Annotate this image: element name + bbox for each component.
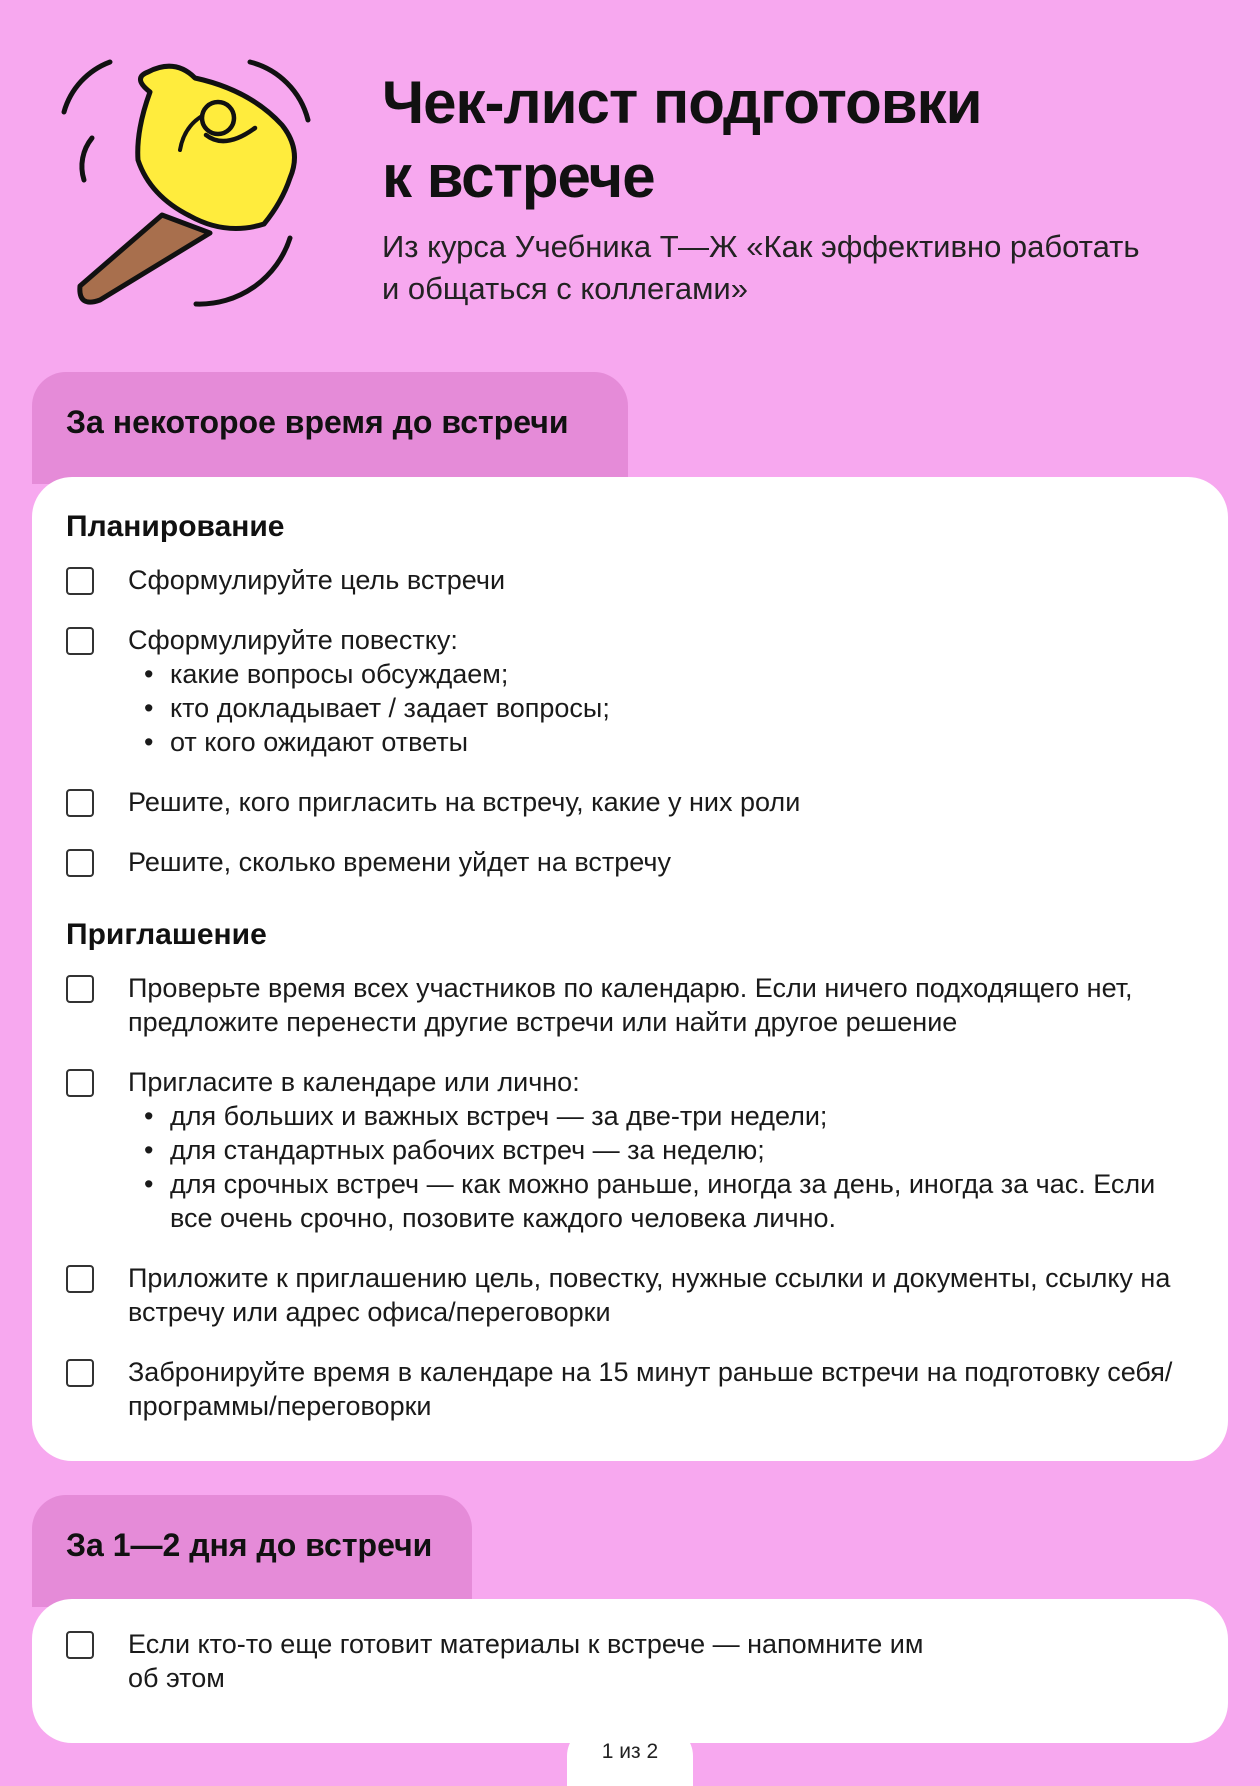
empty-checkbox-icon[interactable]	[66, 789, 94, 817]
checklist-item-text: Приложите к приглашению цель, повестку, нужные ссылки и документы, ссылку на встречу или адрес офиса/переговорки	[128, 1263, 1171, 1327]
bullet-item: • для стандартных рабочих встреч — за неделю;	[144, 1133, 1194, 1167]
checklist-item	[66, 845, 1194, 879]
page-subtitle	[382, 226, 1222, 310]
checklist-item-text: Решите, сколько времени уйдет на встречу	[128, 847, 671, 877]
checklist-item-text: Проверьте время всех участников по календарю. Если ничего подходящего нет, предложите перенести другие встречи или найти другое решение	[128, 973, 1133, 1037]
section-tab-before-meeting: За некоторое время до встречи	[32, 372, 628, 484]
checklist-item-text: Решите, кого пригласить на встречу, какие у них роли	[128, 787, 801, 817]
checklist-item	[66, 1355, 1194, 1423]
subtitle-line-1: Из курса Учебника Т—Ж «Как эффективно работать	[382, 229, 1140, 264]
checklist-item	[66, 1261, 1194, 1329]
checklist-item-text: Если кто-то еще готовит материалы к встрече — напомните им об этом	[128, 1629, 924, 1693]
bullet-list	[128, 1099, 1194, 1235]
checklist-item	[66, 563, 1194, 597]
title-line-2: к встрече	[382, 143, 655, 210]
bullet-item: • кто докладывает / задает вопросы;	[144, 691, 1194, 725]
title-line-1: Чек-лист подготовки	[382, 69, 982, 136]
checklist-item-text: Сформулируйте цель встречи	[128, 565, 506, 595]
empty-checkbox-icon[interactable]	[66, 1631, 94, 1659]
empty-checkbox-icon[interactable]	[66, 1359, 94, 1387]
group-title-invitation: Приглашение	[66, 918, 267, 951]
checklist-item	[66, 785, 1194, 819]
bullet-list	[128, 657, 1194, 759]
section-tab-1-2-days: За 1—2 дня до встречи	[32, 1495, 472, 1607]
empty-checkbox-icon[interactable]	[66, 567, 94, 595]
checklist-item	[66, 1627, 1194, 1695]
empty-checkbox-icon[interactable]	[66, 1265, 94, 1293]
checklist-1-2-days	[66, 1627, 1194, 1695]
page-indicator: 1 из 2	[567, 1726, 693, 1786]
empty-checkbox-icon[interactable]	[66, 975, 94, 1003]
page-title	[382, 66, 1212, 214]
checklist-item	[66, 623, 1194, 759]
checklist-item-text: Пригласите в календаре или лично:	[128, 1067, 580, 1097]
bullet-item: • какие вопросы обсуждаем;	[144, 657, 1194, 691]
section-card-1-2-days	[32, 1599, 1228, 1743]
bullet-item: • для больших и важных встреч — за две-три недели;	[144, 1099, 1194, 1133]
checklist-item	[66, 971, 1194, 1039]
bullet-item: • от кого ожидают ответы	[144, 725, 1194, 759]
bullet-item: • для срочных встреч — как можно раньше, иногда за день, иногда за час. Если все очень срочно, позовите каждого человека лично.	[144, 1167, 1194, 1235]
checklist-item-text: Сформулируйте повестку:	[128, 625, 458, 655]
empty-checkbox-icon[interactable]	[66, 1069, 94, 1097]
empty-checkbox-icon[interactable]	[66, 849, 94, 877]
ringing-bell-icon	[50, 50, 330, 330]
subtitle-line-2: и общаться с коллегами»	[382, 271, 748, 306]
checklist-item	[66, 1065, 1194, 1235]
group-title-planning: Планирование	[66, 510, 285, 543]
checklist-invitation	[66, 971, 1194, 1423]
checklist-item-text: Забронируйте время в календаре на 15 минут раньше встречи на подготовку себя/программы/переговорки	[128, 1357, 1173, 1421]
empty-checkbox-icon[interactable]	[66, 627, 94, 655]
section-card-before-meeting	[32, 477, 1228, 1461]
checklist-planning	[66, 563, 1194, 879]
